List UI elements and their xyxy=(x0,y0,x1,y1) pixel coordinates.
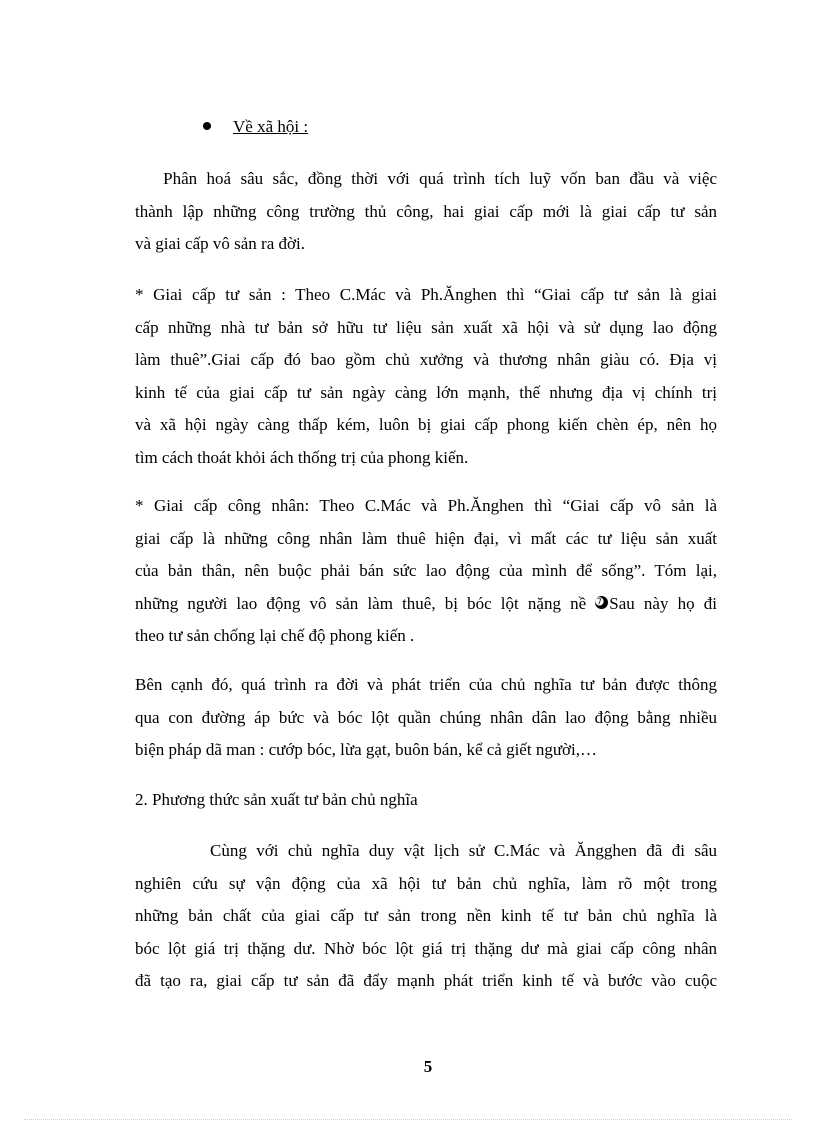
section-heading-bullet xyxy=(203,114,308,140)
arrow-bullet-icon: ➐ xyxy=(595,596,608,609)
paragraph-line: giai cấp là những công nhân làm thuê hiện đại, vì mất các tư liệu sản xuất xyxy=(135,528,717,548)
paragraph-bourgeoisie xyxy=(135,279,717,474)
paragraph-line: kinh tế của giai cấp tư sản ngày càng lớn mạnh, thế nhưng địa vị chính trị xyxy=(135,382,717,402)
paragraph-line: 2. Phương thức sản xuất tư bản chủ nghĩa xyxy=(135,790,418,809)
page-number: 5 xyxy=(423,1057,433,1076)
paragraph-working-class xyxy=(135,490,717,653)
paragraph-surplus-value xyxy=(135,835,717,998)
paragraph-line: cấp những nhà tư bản sở hữu tư liệu sản xuất xã hội và sử dụng lao động xyxy=(135,317,717,337)
paragraph-line xyxy=(135,588,717,621)
paragraph-line: và giai cấp vô sản ra đời. xyxy=(135,234,305,253)
paragraph-line: nghiên cứu sự vận động của xã hội tư bản chủ nghĩa, làm rõ một trong xyxy=(135,873,717,893)
paragraph-line: Cùng với chủ nghĩa duy vật lịch sử C.Mác và Ăngghen đã đi sâu xyxy=(135,841,717,860)
section-title-production-mode xyxy=(135,784,717,817)
paragraph-line: làm thuê”.Giai cấp đó bao gồm chủ xưởng và thương nhân giàu có. Địa vị xyxy=(135,350,717,369)
paragraph-line: * Giai cấp công nhân: Theo C.Mác và Ph.Ănghen thì “Giai cấp vô sản là xyxy=(135,496,717,515)
paragraph-line: tìm cách thoát khỏi ách thống trị của phong kiến. xyxy=(135,447,469,467)
paragraph-line: Phân hoá sâu sắc, đồng thời với quá trình tích luỹ vốn ban đầu và việc xyxy=(135,169,717,188)
paragraph-line: bóc lột giá trị thặng dư. Nhờ bóc lột giá trị thặng dư mà giai cấp công nhân xyxy=(135,938,717,958)
footer-divider xyxy=(24,1119,792,1120)
section-heading: Về xã hội : xyxy=(233,117,309,136)
paragraph-line: của bản thân, nên buộc phải bán sức lao động của mình để sống”. Tóm lại, xyxy=(135,561,717,580)
paragraph-social-differentiation xyxy=(135,163,717,261)
paragraph-development xyxy=(135,669,717,767)
paragraph-line: thành lập những công trường thủ công, hai giai cấp mới là giai cấp tư sản xyxy=(135,201,717,221)
paragraph-line: * Giai cấp tư sản : Theo C.Mác và Ph.Ănghen thì “Giai cấp tư sản là giai xyxy=(135,285,717,304)
paragraph-line: những bản chất của giai cấp tư sản trong nền kinh tế tư bản chủ nghĩa là xyxy=(135,906,717,925)
paragraph-line: Bên cạnh đó, quá trình ra đời và phát triển của chủ nghĩa tư bản được thông xyxy=(135,675,717,694)
paragraph-line: qua con đường áp bức và bóc lột quần chúng nhân dân lao động bằng nhiều xyxy=(135,707,717,727)
paragraph-line: theo tư sản chống lại chế độ phong kiến . xyxy=(135,626,415,645)
line-text-after: Sau này họ đi xyxy=(609,593,717,613)
bullet-icon xyxy=(203,122,211,130)
paragraph-line: biện pháp dã man : cướp bóc, lừa gạt, buôn bán, kể cả giết người,… xyxy=(135,740,597,759)
line-text-before: những người lao động vô sản làm thuê, bị bóc lột nặng nề xyxy=(135,593,596,613)
paragraph-line: đã tạo ra, giai cấp tư sản đã đẩy mạnh phát triển kinh tế và bước vào cuộc xyxy=(135,971,717,990)
paragraph-line: và xã hội ngày càng thấp kém, luôn bị giai cấp phong kiến chèn ép, nên họ xyxy=(135,415,717,434)
